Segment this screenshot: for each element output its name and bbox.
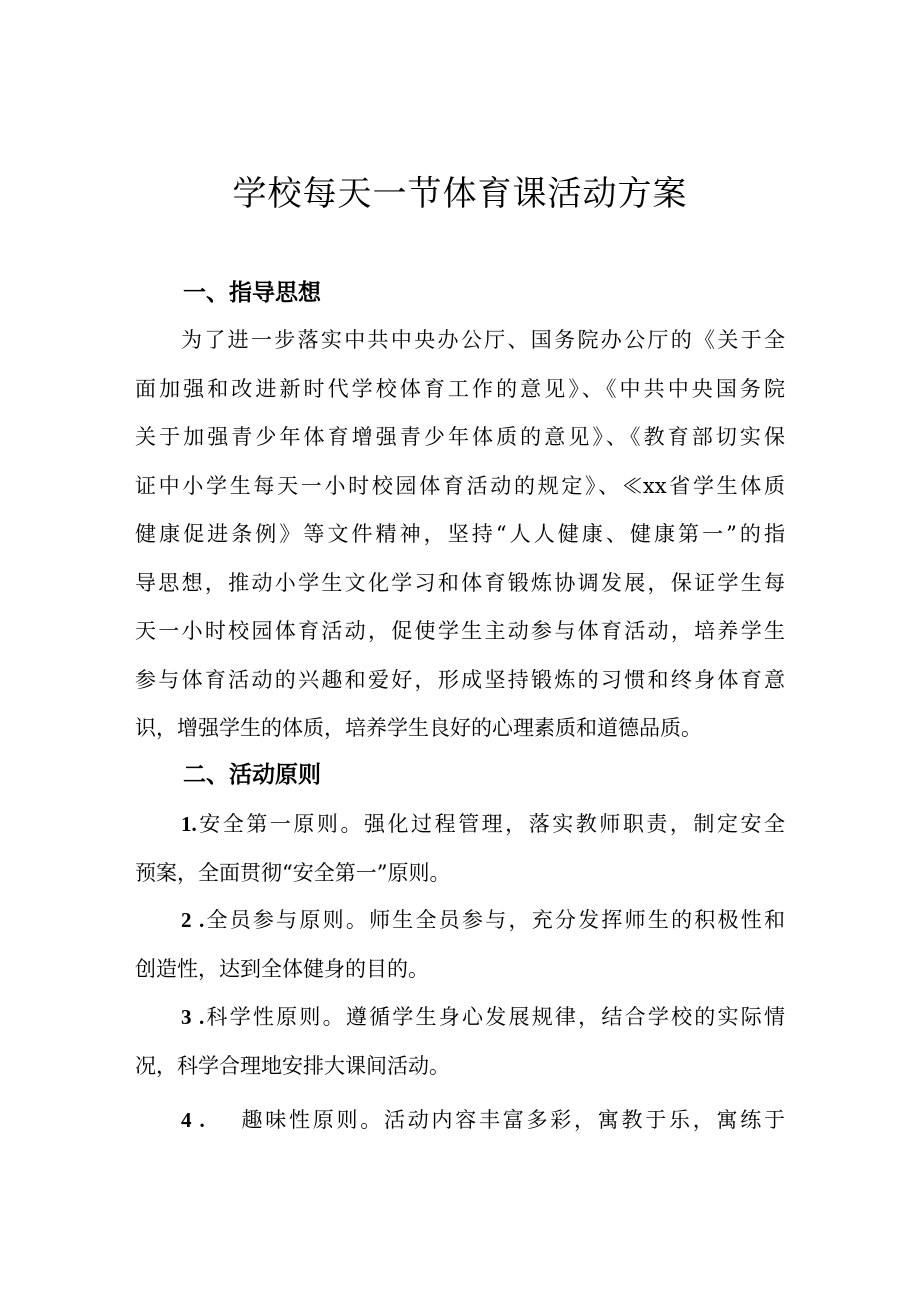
document-title: 学校每天一节体育课活动方案 — [232, 174, 688, 214]
paragraph-line: 为了进一步落实中共中央办公厅、国务院办公厅的《关于全 — [181, 328, 785, 352]
section-heading-guiding-ideology: 一、指导思想 — [183, 280, 321, 306]
principle-item-4 — [135, 1096, 785, 1145]
principle-line: 预案，全面贯彻“安全第一”原则。 — [135, 860, 451, 885]
principle-line — [135, 993, 785, 1042]
principle-number: 1. — [181, 812, 197, 836]
paragraph-line: 天一小时校园体育活动，促使学生主动参与体育活动，培养学生 — [135, 619, 785, 643]
paragraph-line: 面加强和改进新时代学校体育工作的意见》、《中共中央国务院 — [135, 376, 785, 401]
principle-line — [135, 1096, 785, 1145]
principle-number: 4 . — [181, 1108, 205, 1132]
principle-number: 3 . — [181, 1005, 205, 1029]
principle-text: 安全第一原则。强化过程管理，落实教师职责，制定安全 — [196, 812, 785, 836]
section-paragraph-guiding-ideology — [135, 316, 785, 753]
principle-line: 况，科学合理地安排大课间活动。 — [135, 1053, 450, 1078]
principle-item-3 — [135, 993, 785, 1090]
paragraph-line: 健康促进条例》等文件精神，坚持“人人健康、健康第一”的指 — [135, 522, 785, 546]
paragraph-line: 导思想，推动小学生文化学习和体育锻炼协调发展，保证学生每 — [135, 570, 785, 595]
principle-line: 创造性，达到全体健身的目的。 — [135, 956, 429, 981]
principle-text: 趣味性原则。活动内容丰富多彩，寓教于乐，寓练于 — [238, 1108, 785, 1132]
paragraph-line: 关于加强青少年体育增强青少年体质的意见》、《教育部切实保 — [135, 425, 785, 449]
principle-number: 2 . — [181, 908, 205, 932]
principle-item-2 — [135, 896, 785, 993]
principle-text: 全员参与原则。师生全员参与，充分发挥师生的积极性和 — [204, 908, 786, 932]
section-heading-activity-principles: 二、活动原则 — [183, 762, 321, 788]
principle-line — [135, 896, 785, 945]
paragraph-line: 识，增强学生的体质，培养学生良好的心理素质和道德品质。 — [135, 716, 702, 740]
principle-text: 科学性原则。遵循学生身心发展规律，结合学校的实际情 — [204, 1005, 786, 1029]
principle-line — [135, 800, 785, 849]
paragraph-line: 参与体育活动的兴趣和爱好，形成坚持锻炼的习惯和终身体育意 — [135, 667, 785, 692]
principle-item-1 — [135, 800, 785, 897]
paragraph-line: 证中小学生每天一小时校园体育活动的规定》、≪xx省学生体质 — [135, 473, 785, 498]
